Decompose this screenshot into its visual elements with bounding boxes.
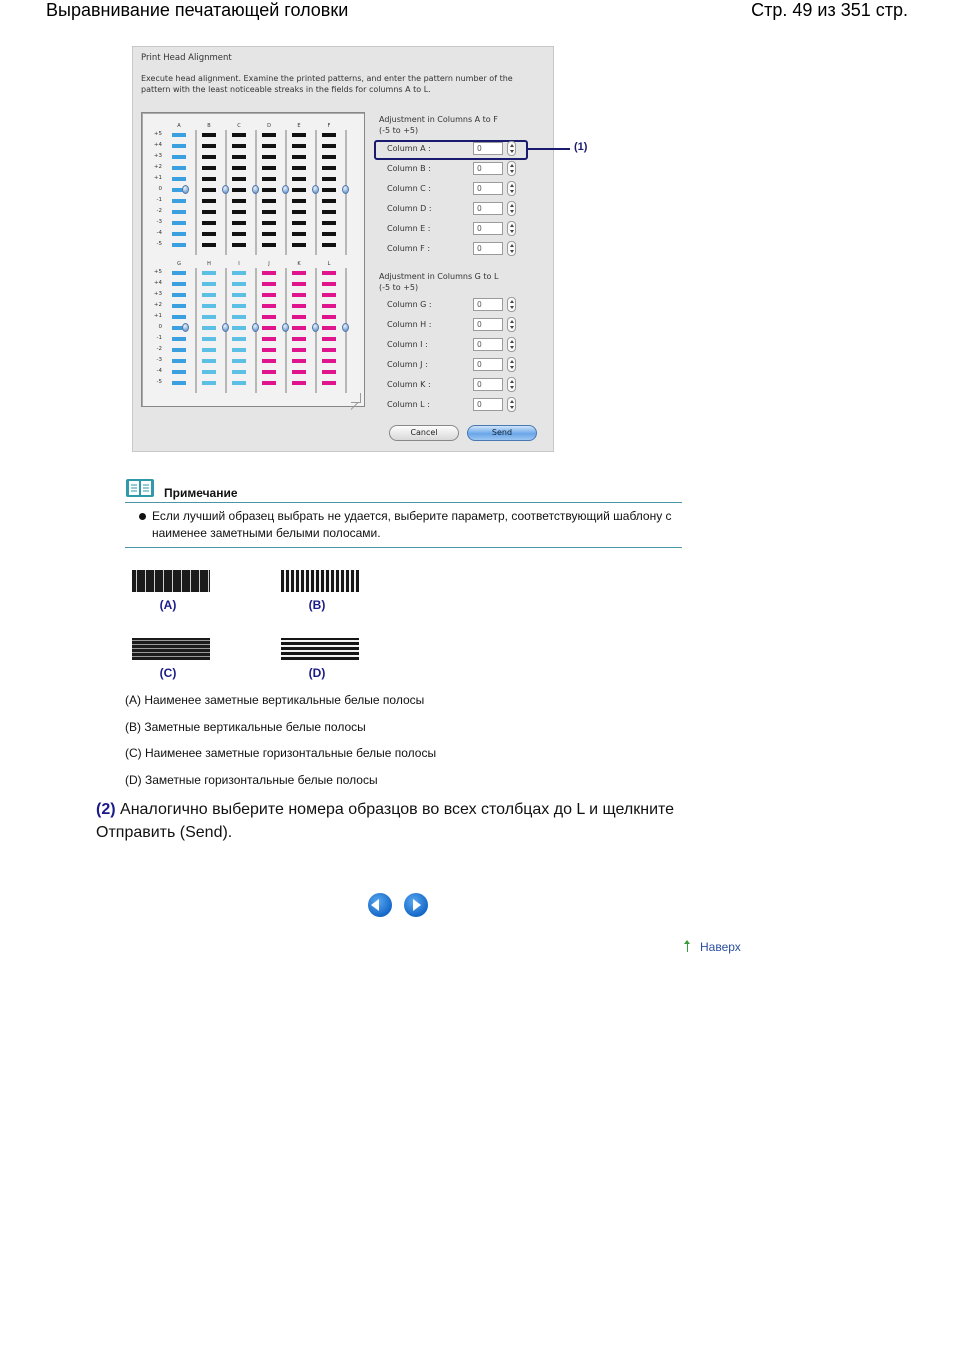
legend-item: (D) Заметные горизонтальные белые полосы [125, 773, 378, 787]
column-letter: G [177, 261, 181, 267]
sample-pattern-b [281, 570, 359, 592]
slider-knob[interactable] [282, 185, 289, 194]
slider-knob[interactable] [342, 323, 349, 332]
stepper-arrows-icon[interactable] [507, 181, 516, 196]
page-counter: Стр. 49 из 351 стр. [751, 0, 908, 20]
sample-label-c: (C) [159, 666, 177, 680]
pattern-bar [232, 221, 246, 225]
pattern-bar [292, 326, 306, 330]
legend-item: (C) Наименее заметные горизонтальные белые полосы [125, 746, 437, 760]
pattern-bar [322, 144, 336, 148]
pattern-bar [202, 166, 216, 170]
pattern-bar [322, 326, 336, 330]
pattern-bar [292, 359, 306, 363]
pattern-bar [322, 155, 336, 159]
pattern-bar [232, 304, 246, 308]
pattern-bar [322, 381, 336, 385]
pattern-bar [172, 243, 186, 247]
pattern-bar [172, 381, 186, 385]
pattern-bar [202, 188, 216, 192]
pattern-bar [232, 326, 246, 330]
stepper-arrows-icon[interactable] [507, 357, 516, 372]
row-number: +3 [153, 153, 162, 159]
column-field-label: Column E : [387, 224, 431, 233]
sample-pattern-c [132, 638, 210, 660]
row-number: 0 [158, 186, 162, 192]
pattern-bar [292, 271, 306, 275]
stepper-arrows-icon[interactable] [507, 397, 516, 412]
column-letter: J [268, 261, 270, 267]
stepper-arrows-icon[interactable] [507, 221, 516, 236]
pattern-preview-panel [141, 112, 365, 407]
pattern-bar [202, 155, 216, 159]
pattern-bar [232, 155, 246, 159]
pattern-bar [322, 232, 336, 236]
pattern-bar [262, 177, 276, 181]
pattern-bar [322, 293, 336, 297]
pattern-bar [322, 370, 336, 374]
column-letter: F [327, 123, 331, 129]
resize-grip-icon [351, 393, 361, 403]
pattern-bar [262, 232, 276, 236]
column-field-label: Column H : [387, 320, 432, 329]
row-number: -1 [156, 335, 162, 341]
pattern-bar [262, 348, 276, 352]
pattern-bar [202, 271, 216, 275]
pattern-bar [232, 282, 246, 286]
row-number: -5 [156, 241, 162, 247]
pattern-bar [172, 166, 186, 170]
column-letter: E [297, 123, 301, 129]
pattern-bar [232, 210, 246, 214]
stepper-arrows-icon[interactable] [507, 241, 516, 256]
pattern-bar [202, 293, 216, 297]
pattern-bar [172, 337, 186, 341]
row-number: -3 [156, 357, 162, 363]
note-box [125, 478, 682, 548]
column-field-label: Column L : [387, 400, 430, 409]
pattern-bar [262, 155, 276, 159]
pattern-bar [262, 221, 276, 225]
pattern-bar [202, 282, 216, 286]
column-value-input[interactable]: 0 [473, 162, 503, 175]
row-number: +5 [153, 131, 162, 137]
pattern-bar [232, 337, 246, 341]
row-number: 0 [158, 324, 162, 330]
print-head-alignment-dialog [132, 46, 588, 452]
column-field-label: Column I : [387, 340, 428, 349]
dialog-title: Print Head Alignment [141, 53, 232, 63]
pattern-bar [202, 133, 216, 137]
pattern-bar [202, 326, 216, 330]
column-letter: K [297, 261, 301, 267]
sample-label-a: (A) [159, 598, 177, 612]
pattern-bar [232, 199, 246, 203]
row-number: -2 [156, 346, 162, 352]
dialog-instructions: Execute head alignment. Examine the printed patterns, and enter the pattern number of the pattern with the least noticeable streaks in the fields for columns A to L. [141, 74, 513, 94]
pattern-bar [232, 271, 246, 275]
pattern-bar [202, 304, 216, 308]
pattern-bar [232, 359, 246, 363]
pattern-bar [292, 155, 306, 159]
column-field-label: Column G : [387, 300, 432, 309]
to-top-link[interactable] [683, 940, 741, 954]
pattern-bar [322, 304, 336, 308]
pattern-bar [232, 381, 246, 385]
slider-knob[interactable] [252, 185, 259, 194]
pattern-bar [172, 199, 186, 203]
row-number: -4 [156, 230, 162, 236]
pattern-bar [172, 370, 186, 374]
pattern-bar [292, 166, 306, 170]
pattern-bar [292, 144, 306, 148]
pattern-bar [292, 304, 306, 308]
column-letter: H [207, 261, 211, 267]
pattern-bar [232, 293, 246, 297]
pattern-bar [202, 232, 216, 236]
pattern-bar [262, 326, 276, 330]
column-field-label: Column F : [387, 244, 431, 253]
column-value-input[interactable]: 0 [473, 318, 503, 331]
column-field-label: Column B : [387, 164, 431, 173]
column-value-input[interactable]: 0 [473, 222, 503, 235]
column-value-input[interactable]: 0 [473, 242, 503, 255]
page-header [0, 0, 954, 26]
pattern-bar [172, 293, 186, 297]
slider-knob[interactable] [312, 185, 319, 194]
row-number: -1 [156, 197, 162, 203]
stepper-arrows-icon[interactable] [507, 337, 516, 352]
column-value-input[interactable]: 0 [473, 142, 503, 155]
send-button[interactable]: Send [467, 425, 537, 441]
pattern-bar [292, 337, 306, 341]
pattern-bar [262, 304, 276, 308]
pattern-bar [262, 293, 276, 297]
slider-knob[interactable] [312, 323, 319, 332]
stepper-arrows-icon[interactable] [507, 297, 516, 312]
column-letter: D [267, 123, 271, 129]
pattern-bar [262, 133, 276, 137]
bullet-icon [139, 513, 146, 520]
pattern-bar [172, 133, 186, 137]
to-top-label: Наверх [700, 940, 741, 954]
slider-track [195, 268, 197, 393]
arrow-left-icon[interactable] [368, 893, 392, 917]
pattern-bar [232, 370, 246, 374]
column-value-input[interactable]: 0 [473, 378, 503, 391]
pattern-bar [292, 199, 306, 203]
row-number: +5 [153, 269, 162, 275]
pattern-bar [262, 188, 276, 192]
step-text: Аналогично выберите номера образцов во всех столбцах до L и щелкните Отправить (Send). [96, 801, 675, 841]
pattern-bar [262, 337, 276, 341]
pattern-bar [322, 337, 336, 341]
row-number: +4 [153, 280, 162, 286]
legend-item: (B) Заметные вертикальные белые полосы [125, 720, 366, 734]
pattern-bar [262, 144, 276, 148]
column-field-label: Column K : [387, 380, 431, 389]
arrow-up-icon [683, 940, 693, 952]
callout-label: (1) [574, 141, 588, 153]
pattern-bar [202, 315, 216, 319]
slider-knob[interactable] [282, 323, 289, 332]
stepper-arrows-icon[interactable] [507, 141, 516, 156]
sample-label-d: (D) [308, 666, 326, 680]
note-title: Примечание [164, 486, 238, 500]
pattern-bar [262, 243, 276, 247]
pattern-bar [292, 232, 306, 236]
pattern-bar [292, 188, 306, 192]
column-field-label: Column D : [387, 204, 432, 213]
pattern-bar [202, 337, 216, 341]
pattern-bar [292, 348, 306, 352]
slider-knob[interactable] [342, 185, 349, 194]
note-text: Если лучший образец выбрать не удается, выберите параметр, соответствующий шаблону с наименее заметными белыми полосами. [152, 509, 672, 540]
column-field-label: Column A : [387, 144, 431, 153]
pattern-bar [262, 315, 276, 319]
pattern-bar [292, 315, 306, 319]
pattern-bar [202, 177, 216, 181]
stepper-arrows-icon[interactable] [507, 317, 516, 332]
column-value-input[interactable]: 0 [473, 202, 503, 215]
pattern-bar [262, 271, 276, 275]
column-letter: I [238, 261, 240, 267]
pattern-bar [232, 232, 246, 236]
pattern-bar [172, 282, 186, 286]
pattern-bar [322, 359, 336, 363]
pattern-bar [202, 348, 216, 352]
row-number: +2 [153, 164, 162, 170]
note-divider [125, 547, 682, 548]
pattern-bar [292, 133, 306, 137]
pattern-bar [292, 293, 306, 297]
column-field-label: Column J : [387, 360, 428, 369]
sample-pattern-a [132, 570, 210, 592]
step-instruction [96, 798, 756, 844]
group2-heading: Adjustment in Columns G to L (-5 to +5) [379, 272, 499, 292]
slider-knob[interactable] [182, 323, 189, 332]
row-number: +1 [153, 313, 162, 319]
column-value-input[interactable]: 0 [473, 182, 503, 195]
step-number: (2) [96, 801, 116, 818]
pattern-bar [262, 370, 276, 374]
pattern-bar [202, 359, 216, 363]
pattern-bar [322, 166, 336, 170]
slider-knob[interactable] [182, 185, 189, 194]
arrow-right-icon[interactable] [404, 893, 428, 917]
pattern-bar [232, 188, 246, 192]
pattern-bar [292, 282, 306, 286]
pattern-bar [172, 177, 186, 181]
pattern-bar [172, 304, 186, 308]
pattern-bar [202, 381, 216, 385]
pattern-bar [232, 166, 246, 170]
column-field-label: Column C : [387, 184, 432, 193]
pattern-bar [172, 210, 186, 214]
pattern-bar [232, 144, 246, 148]
book-icon [125, 478, 155, 498]
pattern-bar [262, 381, 276, 385]
pattern-bar [292, 210, 306, 214]
slider-knob[interactable] [222, 185, 229, 194]
callout-line [528, 148, 570, 150]
row-number: -2 [156, 208, 162, 214]
pattern-bar [172, 359, 186, 363]
pattern-bar [202, 221, 216, 225]
pattern-bar [232, 177, 246, 181]
row-number: -5 [156, 379, 162, 385]
pattern-bar [322, 210, 336, 214]
sample-pattern-d [281, 638, 359, 660]
pattern-bar [202, 199, 216, 203]
stepper-arrows-icon[interactable] [507, 161, 516, 176]
column-letter: B [207, 123, 211, 129]
pattern-bar [172, 232, 186, 236]
pattern-bar [292, 243, 306, 247]
pattern-bar [322, 282, 336, 286]
row-number: +1 [153, 175, 162, 181]
stepper-arrows-icon[interactable] [507, 377, 516, 392]
pattern-bar [322, 221, 336, 225]
pattern-bar [322, 243, 336, 247]
row-number: +4 [153, 142, 162, 148]
sample-label-b: (B) [308, 598, 326, 612]
pattern-bar [172, 348, 186, 352]
pattern-bar [232, 315, 246, 319]
pattern-bar [322, 271, 336, 275]
page-title: Выравнивание печатающей головки [46, 0, 349, 20]
pattern-bar [262, 359, 276, 363]
column-value-input[interactable]: 0 [473, 338, 503, 351]
pattern-bar [322, 315, 336, 319]
column-letter: C [237, 123, 241, 129]
pattern-bar [172, 144, 186, 148]
legend-item: (A) Наименее заметные вертикальные белые полосы [125, 693, 425, 707]
pattern-bar [262, 282, 276, 286]
pattern-bar [292, 177, 306, 181]
slider-knob[interactable] [252, 323, 259, 332]
pattern-bar [172, 315, 186, 319]
pattern-bar [322, 188, 336, 192]
column-letter: A [177, 123, 181, 129]
stepper-arrows-icon[interactable] [507, 201, 516, 216]
column-value-input[interactable]: 0 [473, 298, 503, 311]
pattern-bar [172, 155, 186, 159]
row-number: -3 [156, 219, 162, 225]
row-number: -4 [156, 368, 162, 374]
pattern-bar [232, 348, 246, 352]
pattern-bar [292, 381, 306, 385]
pattern-bar [322, 133, 336, 137]
pattern-bar [232, 133, 246, 137]
row-number: +2 [153, 302, 162, 308]
pattern-bar [292, 221, 306, 225]
cancel-button[interactable]: Cancel [389, 425, 459, 441]
note-divider [125, 502, 682, 503]
pattern-bar [262, 199, 276, 203]
pattern-bar [172, 271, 186, 275]
column-value-input[interactable]: 0 [473, 398, 503, 411]
pattern-bar [202, 370, 216, 374]
pattern-bar [202, 210, 216, 214]
row-number: +3 [153, 291, 162, 297]
pattern-bar [322, 348, 336, 352]
column-value-input[interactable]: 0 [473, 358, 503, 371]
pattern-bar [172, 221, 186, 225]
group1-heading: Adjustment in Columns A to F (-5 to +5) [379, 115, 498, 135]
column-letter: L [327, 261, 331, 267]
pattern-bar [262, 166, 276, 170]
slider-track [195, 130, 197, 255]
pattern-bar [202, 243, 216, 247]
pattern-bar [232, 243, 246, 247]
pattern-bar [202, 144, 216, 148]
pattern-bar [262, 210, 276, 214]
pattern-bar [322, 177, 336, 181]
slider-knob[interactable] [222, 323, 229, 332]
pattern-bar [292, 370, 306, 374]
pattern-bar [322, 199, 336, 203]
